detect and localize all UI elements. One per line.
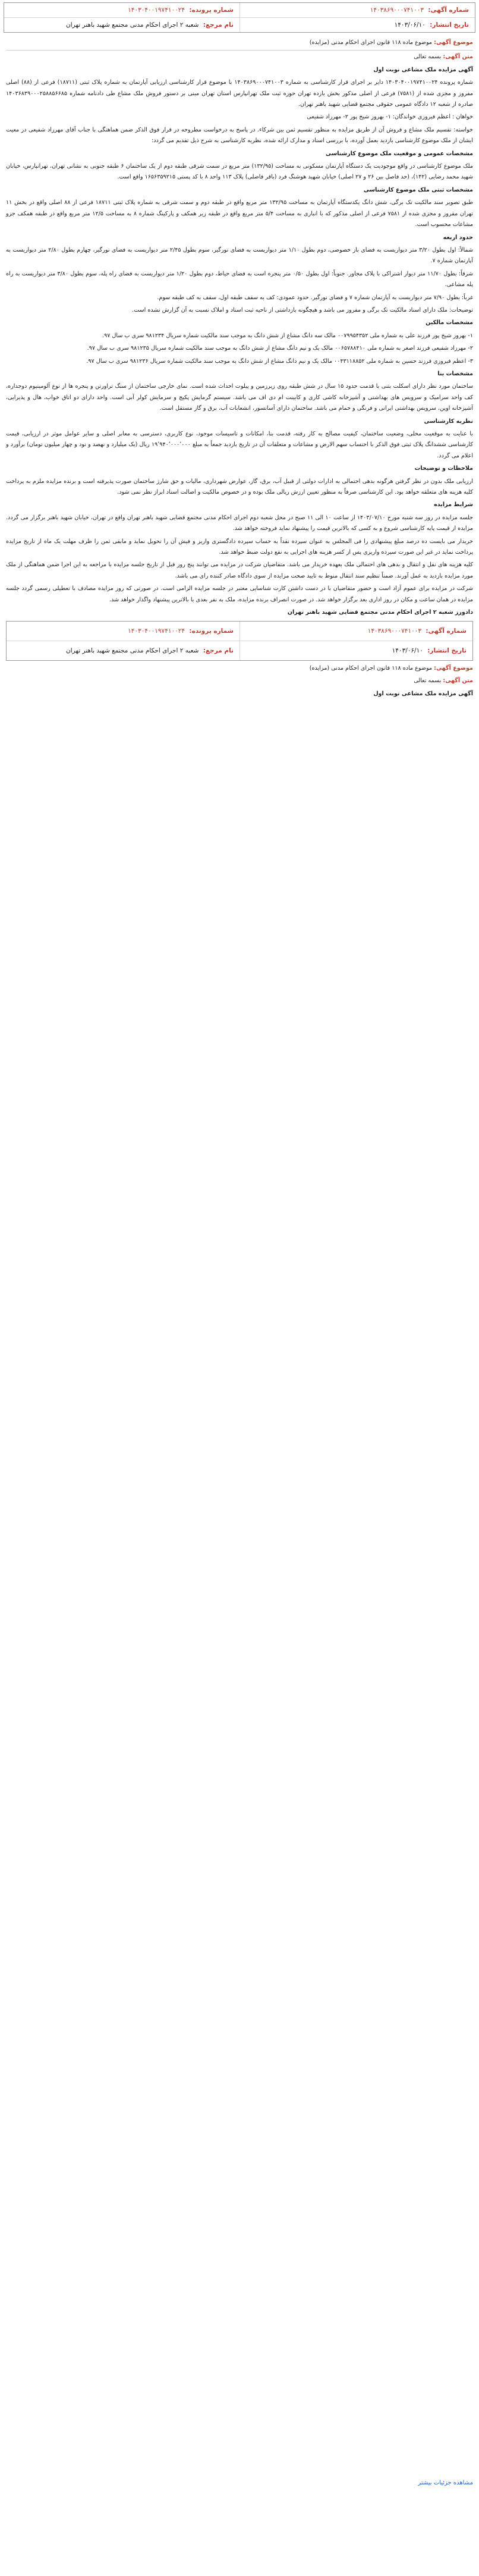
paragraph-bounds-west: غرباً: بطول ۷/۹۰ متر دیواریست به آپارتمان شماره ۷ و فضای نورگیر. حدود عمودی: کف به سقف طبقه اول، سقف به کف طبقه سوم. bbox=[157, 294, 473, 301]
paragraph-bounds-north: شمالاً: اول بطول ۳/۲۰ متر دیواریست به فضای باز خصوصی، دوم بطول ۱/۱۰ متر دیواریست به فضای نورگیر، سوم بطول ۲/۴۵ متر دیواریست به فضای نورگیر، چهارم بطول ۲/۸۰ متر دیواریست به آپارتمان شماره ۷. bbox=[6, 246, 473, 265]
section-opinion-title: نظریه کارشناسی bbox=[424, 418, 473, 425]
section-registry-title: مشخصات ثبتی ملک موضوع کارشناسی bbox=[363, 186, 473, 193]
paragraph-remarks: ارزیابی ملک بدون در نظر گرفتن هرگونه بدهی احتمالی به ادارات دولتی از قبیل آب، برق، گاز، عوارض شهرداری، مالیات و حق شارژ ساختمان صورت پذیرفته است و برنده مزایده ملزم به پرداخت کلیه هزینه های متعلقه خواهد بود. این کارشناسی صرفاً به منظور تعیین ارزش ریالی ملک بوده و در خصوص مالکیت و اصالت اسناد ابراز نظر نمی شود. bbox=[6, 478, 473, 496]
serial-label: شماره پرونده: bbox=[189, 7, 234, 14]
paragraph-notes: توضیحات: ملک دارای اسناد مالکیت تک برگی و مفروز می باشد و هیچگونه بازداشتی از ناحیه ثبت اسناد و املاک نسبت به آن گزارش نشده است. bbox=[132, 306, 473, 313]
divider bbox=[6, 50, 473, 51]
paragraph-opinion: با عنایت به موقعیت محلی، وضعیت ساختمان، کیفیت مصالح به کار رفته، قدمت بنا، امکانات و تاسیسات موجود، نوع کاربری، دسترسی به معابر اصلی و سایر عوامل موثر در ارزیابی، قیمت کارشناسی ششدانگ پلاک ثبتی فوق الذکر با احتساب سهم الارض و مشاعات و متعلقات آن در تاریخ بازدید جمعاً به مبلغ ۱۹٬۹۴۰٬۰۰۰٬۰۰۰ ریال (یک میلیارد و نهصد و نود و چهار میلیون تومان) برآورد و اعلام می گردد. bbox=[6, 431, 474, 459]
ad-meta-box-repeat bbox=[6, 621, 473, 661]
subject-text: موضوع ماده ۱۱۸ قانون اجرای احکام مدنی (مزایده) bbox=[309, 39, 433, 46]
ad-number-cell bbox=[240, 622, 472, 641]
serial-number: ۱۴۰۳۰۴۰۰۱۹۷۴۱۰۰۲۴ bbox=[128, 627, 185, 635]
section-auction-title: شرایط مزایده bbox=[434, 501, 473, 509]
more-details-link[interactable]: مشاهده جزئیات بیشتر bbox=[418, 2480, 473, 2486]
ad-title-repeat: آگهی مزایده ملک مشاعی نوبت اول bbox=[373, 690, 473, 697]
section-building-title: مشخصات بنا bbox=[437, 370, 473, 377]
unit-label: نام مرجع: bbox=[203, 647, 234, 654]
unit-cell bbox=[7, 641, 240, 660]
date-label: تاریخ انتشار: bbox=[430, 21, 469, 29]
ad-title: آگهی مزایده ملک مشاعی نوبت اول bbox=[373, 66, 473, 73]
paragraph-parties: خواهان : اعظم فیروزی خواندگان: ۱- بهروز شیخ پور ۲- مهرزاد شفیعی bbox=[307, 114, 473, 121]
ad-meta-box bbox=[4, 2, 475, 33]
paragraph-case: شماره پرونده ۱۴۰۳۰۴۰۰۱۹۷۴۱۰۰۲۴ دایر بر اجرای قرار کارشناسی به شماره ۱۴۰۳۸۶۹۰۰۰۷۴۱۰۰۳ با موضوع قرار کارشناسی ارزیابی آپارتمان به شماره پلاک ثبتی (۱۸۷۱۱) فرعی از (۸۸) اصلی مفروز و مجزی شده از (۷۵۸۱) فرعی از اصلی مذکور بخش یازده تهران حوزه ثبت ملک تهرانپارس استان تهران مبنی بر دستور فروش ملک مشاع طی دادنامه شماره ۱۴۰۳۶۸۳۹۰۰۰۲۵۸۸۵۶۶۸۵ صادره از شعبه ۱۲ دادگاه عمومی حقوقی مجتمع قضایی شهید باهنر تهران. bbox=[6, 79, 474, 108]
publish-date: ۱۴۰۳/۰۶/۱۰ bbox=[392, 647, 423, 654]
subject-line bbox=[6, 37, 473, 48]
ad-number: ۱۴۰۳۸۶۹۰۰۰۷۴۱۰۰۳ bbox=[370, 7, 424, 14]
serial-label: شماره پرونده: bbox=[189, 627, 234, 635]
section-general-title: مشخصات عمومی و موقعیت ملک موضوع کارشناسی bbox=[326, 150, 473, 157]
publish-date: ۱۴۰۳/۰۶/۱۰ bbox=[394, 21, 426, 29]
section-remarks-title: ملاحظات و توضیحات bbox=[414, 465, 473, 472]
subject-label: موضوع آگهی: bbox=[434, 664, 473, 672]
section-owners-title: مشخصات مالکین bbox=[426, 319, 473, 327]
paragraph-auction-deposit: خریدار می بایست ده درصد مبلغ پیشنهادی را فی المجلس به عنوان سپرده نقداً به حساب سپرده دادگستری واریز و فیش آن را تحویل نماید و مابقی ثمن را ظرف مهلت یک ماه از تاریخ مزایده پرداخت نماید در غیر این صورت سپرده واریزی پس از کسر هزینه های اجرایی به نفع دولت ضبط خواهد شد. bbox=[6, 538, 473, 556]
paragraph-registry: طبق تصویر سند مالکیت تک برگی، شش دانگ یکدستگاه آپارتمان به مساحت ۱۳۲/۹۵ متر مربع واقع در طبقه دوم و سمت شرقی به شماره پلاک ثبتی ۱۸۷۱۱ فرعی از ۸۸ اصلی واقع در بخش ۱۱ تهران مفروز و مجزی شده از ۷۵۸۱ فرعی از اصلی مذکور که با انباری به مساحت ۵/۴ متر مربع واقع در طبقه زیر همکف و پارکینگ شماره ۸ به مساحت ۱۲/۵ متر مربع واقع در طبقه همکف جزو مشاعات محسوب است. bbox=[6, 199, 473, 228]
unit-name: شعبه ۲ اجرای احکام مدنی مجتمع شهید باهنر تهران bbox=[66, 21, 199, 29]
date-cell bbox=[240, 18, 475, 32]
paragraph-owner-3: ۳- اعظم فیروزی فرزند حسین به شماره ملی ۰۰۴۳۱۱۸۸۵۲ مالک یک و نیم دانگ مشاع از شش دانگ به موجب سند مالکیت شماره سریال ۹۸۱۲۳۶ سری ب سال ۹۷. bbox=[86, 357, 473, 365]
serial-cell bbox=[7, 622, 240, 641]
paragraph-request: خواسته: تقسیم ملک مشاع و فروش آن از طریق مزایده به منظور تقسیم ثمن بین شرکاء. در پاسخ به درخواست مطروحه در قرار فوق الذکر ضمن هماهنگی با جناب آقای مهرزاد شفیعی در معیت ایشان از ملک موضوع کارشناسی بازدید بعمل آورده، با بررسی اسناد و مدارک ارائه شده، نظریه کارشناسی به شرح ذیل تقدیم می گردد: bbox=[6, 126, 473, 145]
ad-body bbox=[4, 35, 475, 2476]
ad-page bbox=[0, 2, 479, 2576]
subject-text: موضوع ماده ۱۱۸ قانون اجرای احکام مدنی (مزایده) bbox=[309, 664, 433, 672]
unit-name: شعبه ۲ اجرای احکام مدنی مجتمع شهید باهنر تهران bbox=[66, 647, 199, 654]
serial-number: ۱۴۰۳۰۴۰۰۱۹۷۴۱۰۰۲۴ bbox=[128, 7, 185, 14]
signature-line: دادورز شعبه ۲ اجرای احکام مدنی مجتمع قضایی شهید باهنر تهران bbox=[287, 609, 473, 616]
text-title: بسمه تعالی bbox=[414, 677, 442, 685]
date-cell bbox=[240, 641, 472, 660]
paragraph-building: ساختمان مورد نظر دارای اسکلت بتنی با قدمت حدود ۱۵ سال در شش طبقه روی زیرزمین و پیلوت احداث شده است. نمای خارجی ساختمان از سنگ تراورتن و پنجره ها از نوع آلومینیوم دوجداره، کف واحد سرامیک و سرویس های بهداشتی و آشپزخانه کاشی کاری و کابینت ام دی اف می باشد. سیستم گرمایش پکیج و سرمایش کولر آبی است. واحد دارای دو اتاق خواب، هال و پذیرایی، آشپزخانه اوپن، سرویس بهداشتی ایرانی و فرنگی و حمام می باشد. ساختمان دارای آسانسور، انشعابات آب، برق و گاز مستقل است. bbox=[6, 383, 473, 412]
ad-number-cell bbox=[240, 3, 475, 18]
unit-cell bbox=[4, 18, 240, 32]
text-line bbox=[6, 52, 473, 62]
paragraph-owner-2: ۲- مهرزاد شفیعی فرزند اصغر به شماره ملی ۰۰۶۵۷۸۸۴۱۰ مالک یک و نیم دانگ مشاع از شش دانگ به موجب سند مالکیت شماره سریال ۹۸۱۲۳۵ سری ب سال ۹۷. bbox=[87, 345, 473, 352]
ad-number: ۱۴۰۳۸۶۹۰۰۰۷۴۱۰۰۳ bbox=[367, 627, 421, 635]
section-bounds-title: حدود اربعه bbox=[443, 234, 473, 241]
paragraph-owner-1: ۱- بهروز شیخ پور فرزند علی به شماره ملی ۰۰۷۹۹۵۴۳۵۲ مالک سه دانگ مشاع از شش دانگ به موجب سند مالکیت شماره سریال ۹۸۱۲۳۴ سری ب سال ۹۷. bbox=[102, 332, 473, 339]
text-title: بسمه تعالی bbox=[414, 54, 442, 61]
paragraph-auction-rules: شرکت در مزایده برای عموم آزاد است و حضور متقاضیان با در دست داشتن کارت شناسایی معتبر در جلسه مزایده الزامی است. در صورتی که روز مزایده مصادف با تعطیلی رسمی گردد جلسه مزایده در همان ساعت و مکان در روز اداری بعد برگزار خواهد شد. در صورت انصراف برنده مزایده، ملک به نفر بعدی با بالاترین پیشنهاد واگذار خواهد شد. bbox=[6, 585, 473, 603]
ad-number-label: شماره آگهی: bbox=[426, 627, 467, 635]
text-line-repeat bbox=[6, 676, 473, 686]
date-label: تاریخ انتشار: bbox=[427, 647, 467, 654]
unit-label: نام مرجع: bbox=[203, 21, 234, 29]
paragraph-location: ملک موضوع کارشناسی در واقع موجودیت یک دستگاه آپارتمان مسکونی به مساحت (۱۳۲/۹۵) متر مربع در سمت شرقی طبقه دوم از یک ساختمان ۶ طبقه جنوبی به نشانی تهران، تهرانپارس، خیابان شهید محمد رضایی (۱۴۲)، (حد فاصل بین ۲۶ و ۲۷ اصلی) خیابان شهید هوشنگ فرد (باقر فاضلی) پلاک ۱۱۳ واحد ۸ با کد پستی ۱۶۵۶۳۵۹۲۱۵ واقع است. bbox=[6, 163, 473, 181]
subject-line-repeat bbox=[6, 663, 473, 674]
paragraph-bounds-east-south: شرقاً: بطول ۱۱/۷۰ متر دیوار اشتراکی با پلاک مجاور. جنوباً: اول بطول ۰/۵۰ متر پنجره است به فضای حیاط، دوم بطول ۱/۲۰ متر دیواریست به فضای راه پله، سوم بطول ۳/۸۰ متر دیواریست به راه پله مشاعی. bbox=[6, 270, 474, 288]
serial-cell bbox=[4, 3, 240, 18]
subject-label: موضوع آگهی: bbox=[434, 39, 473, 46]
paragraph-auction-session: جلسه مزایده در روز سه شنبه مورخ ۱۴۰۳/۰۷/۱۰ از ساعت ۱۰ الی ۱۱ صبح در محل شعبه دوم اجرای احکام مدنی مجتمع قضایی شهید باهنر تهران واقع در تهران، خیابان شهید باهنر برگزار می گردد. مزایده از قیمت پایه کارشناسی شروع و به کسی که بالاترین قیمت را پیشنهاد نماید فروخته خواهد شد. bbox=[6, 514, 473, 532]
text-label: متن آگهی: bbox=[443, 677, 473, 685]
ad-number-label: شماره آگهی: bbox=[428, 7, 469, 14]
text-label: متن آگهی: bbox=[443, 54, 473, 61]
paragraph-auction-costs: کلیه هزینه های نقل و انتقال و بدهی های احتمالی ملک بعهده خریدار می باشد. متقاضیان شرکت در مزایده می توانند پنج روز قبل از تاریخ جلسه مزایده با مراجعه به این اجرا ضمن هماهنگی از ملک مورد مزایده بازدید به عمل آورند. ضمناً تنظیم سند انتقال منوط به تایید صحت مزایده از سوی دادگاه صادر کننده رای می باشد. bbox=[6, 561, 473, 579]
